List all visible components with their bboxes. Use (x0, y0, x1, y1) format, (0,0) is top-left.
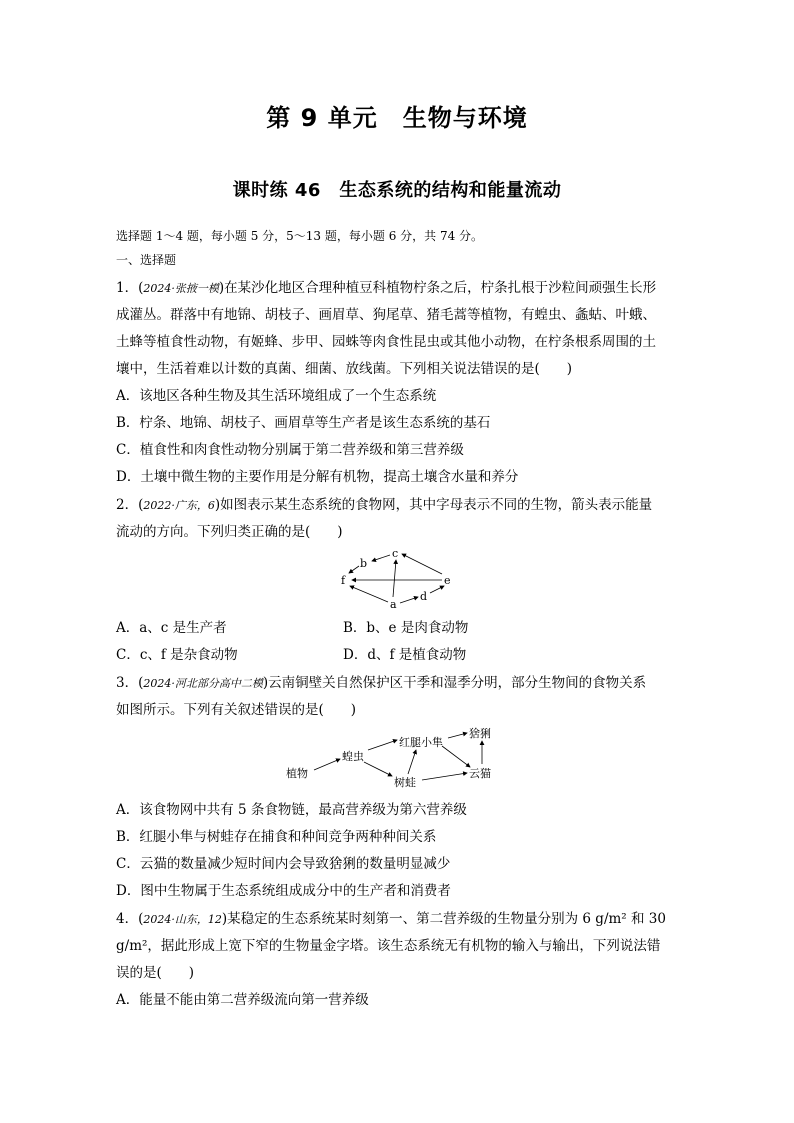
q4-source: 2024·山东，12 (143, 913, 222, 926)
q2-option-b: B．b、e 是肉食动物 (343, 620, 469, 636)
q1-option-d: D．土壤中微生物的主要作用是分解有机物，提高土壤含水量和养分 (116, 469, 519, 485)
section-heading: 一、选择题 (116, 253, 177, 267)
lesson-title: 课时练 46 生态系统的结构和能量流动 (232, 180, 562, 201)
unit-title: 第 9 单元 生物与环境 (266, 104, 528, 132)
q2-option-c: C．c、f 是杂食动物 (116, 647, 238, 663)
q3-option-c: C．云猫的数量减少短时间内会导致猞猁的数量明显减少 (116, 856, 451, 872)
node-d: d (420, 590, 428, 603)
node-cloud-cat: 云猫 (469, 767, 491, 780)
node-plant: 植物 (286, 767, 308, 780)
q2-option-a: A．a、c 是生产者 (116, 620, 227, 636)
food-web-diagram-q2 (336, 546, 460, 612)
q1-line-3: 土蜂等植食性动物，有姬蜂、步甲、园蛛等肉食性昆虫或其他小动物，在柠条根系周围的土 (116, 334, 656, 350)
q3-source: 2024·河北部分高中二模 (143, 677, 263, 690)
q2-option-d: D．d、f 是植食动物 (343, 647, 467, 663)
q1-line-2: 成灌丛。群落中有地锦、胡枝子、画眉草、狗尾草、猪毛蒿等植物，有蝗虫、螽蛄、叶蛾、 (116, 307, 656, 323)
node-tree-frog: 树蛙 (394, 776, 416, 789)
q1-source: 2024·张掖一模 (143, 282, 219, 295)
node-c: c (392, 547, 399, 560)
q3-line-2: 如图所示。下列有关叙述错误的是( ) (116, 702, 357, 718)
q2-line-1: 2．(2022·广东，6)如图表示某生态系统的食物网，其中字母表示不同的生物，箭头表示能量 (116, 497, 653, 513)
node-e: e (444, 574, 451, 587)
q4-line-2: g/m²，据此形成上宽下窄的生物量金字塔。该生态系统无有机物的输入与输出，下列说法错 (116, 938, 661, 954)
node-lynx: 猞猁 (469, 727, 491, 740)
node-red-legged-falconet: 红腿小隼 (399, 736, 443, 749)
intro-text: 选择题 1～4 题，每小题 5 分，5～13 题，每小题 6 分，共 74 分。 (116, 229, 484, 243)
node-b: b (360, 557, 368, 570)
q3-line-1: 3．(2024·河北部分高中二模)云南铜壁关自然保护区干季和湿季分明，部分生物间的食物关系 (116, 675, 647, 691)
q1-option-c: C．植食性和肉食性动物分别属于第二营养级和第三营养级 (116, 442, 464, 458)
q2-line-2: 流动的方向。下列归类正确的是( ) (116, 524, 343, 540)
node-f: f (341, 574, 346, 587)
q3-option-d: D．图中生物属于生态系统组成成分中的生产者和消费者 (116, 883, 451, 899)
q1-line-1: 1．(2024·张掖一模)在某沙化地区合理种植豆科植物柠条之后，柠条扎根于沙粒间顽强生长形 (116, 280, 657, 296)
node-a: a (390, 598, 397, 611)
q3-option-a: A．该食物网中共有 5 条食物链，最高营养级为第六营养级 (116, 802, 467, 818)
q2-source: 2022·广东，6 (143, 499, 215, 512)
node-locust: 蝗虫 (342, 750, 364, 763)
q3-option-b: B．红腿小隼与树蛙存在捕食和种间竞争两种种间关系 (116, 829, 437, 845)
q1-option-b: B．柠条、地锦、胡枝子、画眉草等生产者是该生态系统的基石 (116, 415, 491, 431)
food-web-diagram-q3 (284, 724, 506, 790)
q4-line-1: 4．(2024·山东，12)某稳定的生态系统某时刻第一、第二营养级的生物量分别为 6 g/m² 和 30 (116, 911, 666, 927)
q1-option-a: A．该地区各种生物及其生活环境组成了一个生态系统 (116, 388, 437, 404)
q4-line-3: 误的是( ) (116, 965, 195, 981)
q4-option-a: A．能量不能由第二营养级流向第一营养级 (116, 992, 369, 1008)
q1-line-4: 壤中，生活着难以计数的真菌、细菌、放线菌。下列相关说法错误的是( ) (116, 361, 573, 377)
